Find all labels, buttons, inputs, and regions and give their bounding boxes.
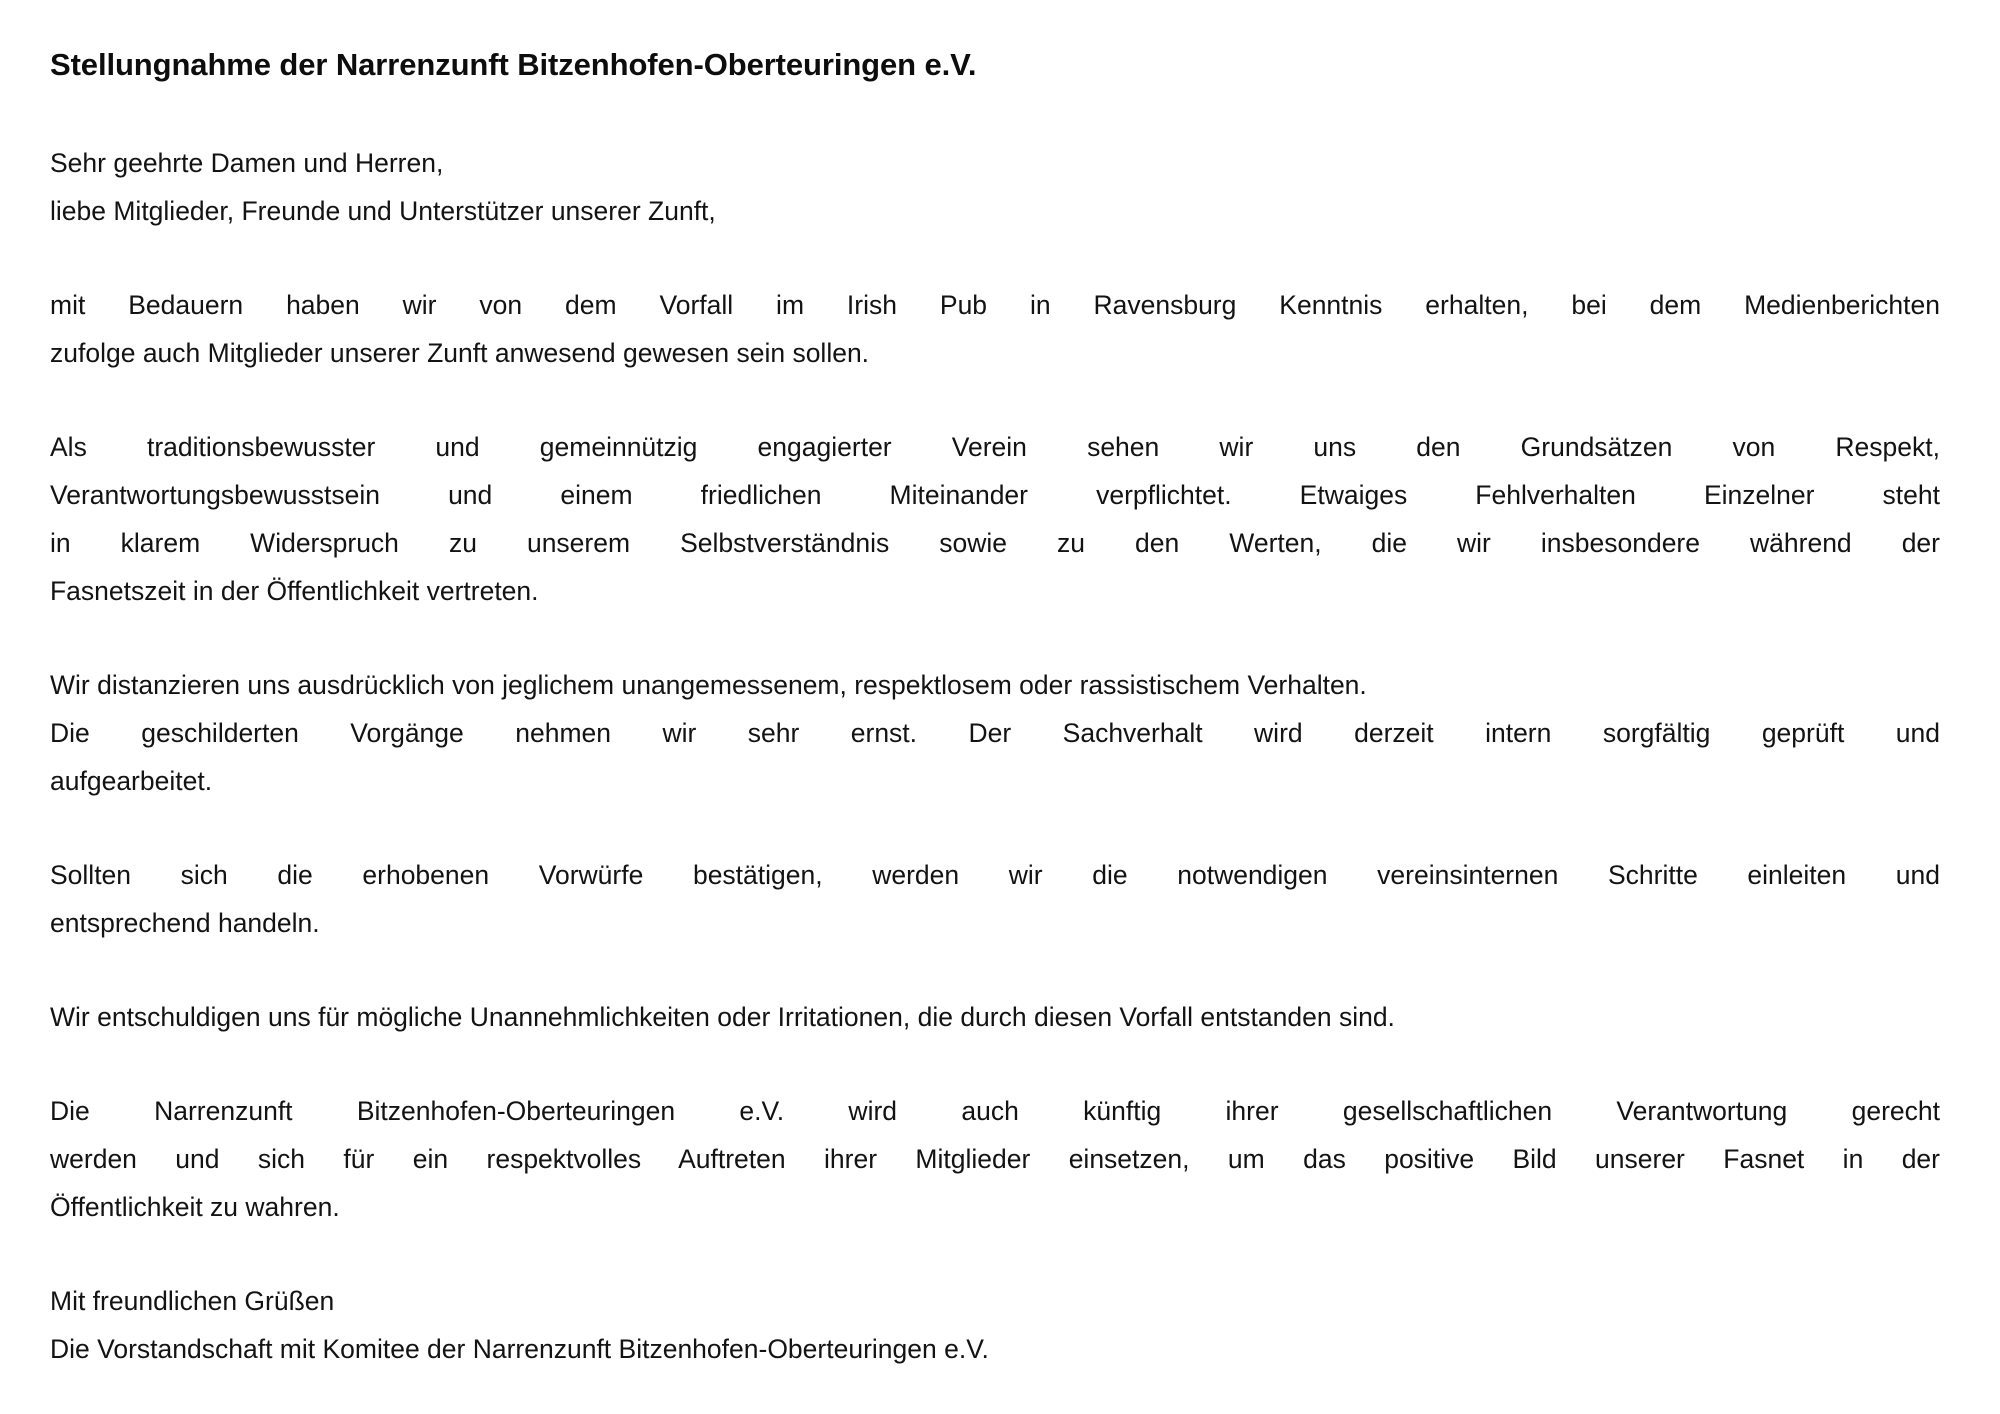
closing-line-1: Mit freundlichen Grüßen [50, 1285, 335, 1316]
spacer [50, 615, 1940, 661]
paragraph-4 [50, 851, 1940, 947]
paragraph-4-line-1: Sollten sich die erhobenen Vorwürfe bestätigen, werden wir die notwendigen vereinsinternen Schritte einleiten und [50, 859, 1940, 890]
salutation-block [50, 139, 1940, 235]
paragraph-5 [50, 993, 1940, 1041]
paragraph-6-line-1: Die Narrenzunft Bitzenhofen-Oberteuringen e.V. wird auch künftig ihrer gesellschaftlichen Verantwortung gerecht [50, 1095, 1940, 1126]
paragraph-6-line-3: Öffentlichkeit zu wahren. [50, 1191, 340, 1222]
paragraph-5-line-1: Wir entschuldigen uns für mögliche Unannehmlichkeiten oder Irritationen, die durch diesen Vorfall entstanden sind. [50, 1001, 1395, 1032]
paragraph-2-line-2: Verantwortungsbewusstsein und einem friedlichen Miteinander verpflichtet. Etwaiges Fehlverhalten Einzelner steht [50, 479, 1940, 510]
spacer [50, 1041, 1940, 1087]
spacer [50, 805, 1940, 851]
salutation-line-2: liebe Mitglieder, Freunde und Unterstützer unserer Zunft, [50, 195, 716, 226]
spacer [50, 377, 1940, 423]
paragraph-3-line-1: Wir distanzieren uns ausdrücklich von jeglichem unangemessenem, respektlosem oder rassistischem Verhalten. [50, 669, 1367, 700]
paragraph-2 [50, 423, 1940, 615]
paragraph-1-line-2: zufolge auch Mitglieder unserer Zunft anwesend gewesen sein sollen. [50, 337, 870, 368]
salutation-line-1: Sehr geehrte Damen und Herren, [50, 147, 444, 178]
paragraph-2-line-3: in klarem Widerspruch zu unserem Selbstverständnis sowie zu den Werten, die wir insbesondere während der [50, 527, 1940, 558]
paragraph-3 [50, 661, 1940, 805]
spacer [50, 85, 1940, 139]
paragraph-6-line-2: werden und sich für ein respektvolles Auftreten ihrer Mitglieder einsetzen, um das positive Bild unserer Fasnet in der [50, 1143, 1940, 1174]
spacer [50, 947, 1940, 993]
paragraph-4-line-2: entsprechend handeln. [50, 907, 320, 938]
paragraph-2-line-1: Als traditionsbewusster und gemeinnützig engagierter Verein sehen wir uns den Grundsätzen von Respekt, [50, 431, 1940, 462]
paragraph-2-line-4: Fasnetszeit in der Öffentlichkeit vertreten. [50, 575, 539, 606]
paragraph-1 [50, 281, 1940, 377]
paragraph-1-line-1: mit Bedauern haben wir von dem Vorfall im Irish Pub in Ravensburg Kenntnis erhalten, bei dem Medienberichten [50, 289, 1940, 320]
closing-line-2: Die Vorstandschaft mit Komitee der Narrenzunft Bitzenhofen-Oberteuringen e.V. [50, 1333, 989, 1364]
paragraph-3-line-2: Die geschilderten Vorgänge nehmen wir sehr ernst. Der Sachverhalt wird derzeit intern sorgfältig geprüft und [50, 717, 1940, 748]
closing-block [50, 1277, 1940, 1373]
spacer [50, 1231, 1940, 1277]
spacer [50, 235, 1940, 281]
paragraph-6 [50, 1087, 1940, 1231]
paragraph-3-line-3: aufgearbeitet. [50, 765, 213, 796]
document-title: Stellungnahme der Narrenzunft Bitzenhofen-Oberteuringen e.V. [50, 47, 977, 82]
